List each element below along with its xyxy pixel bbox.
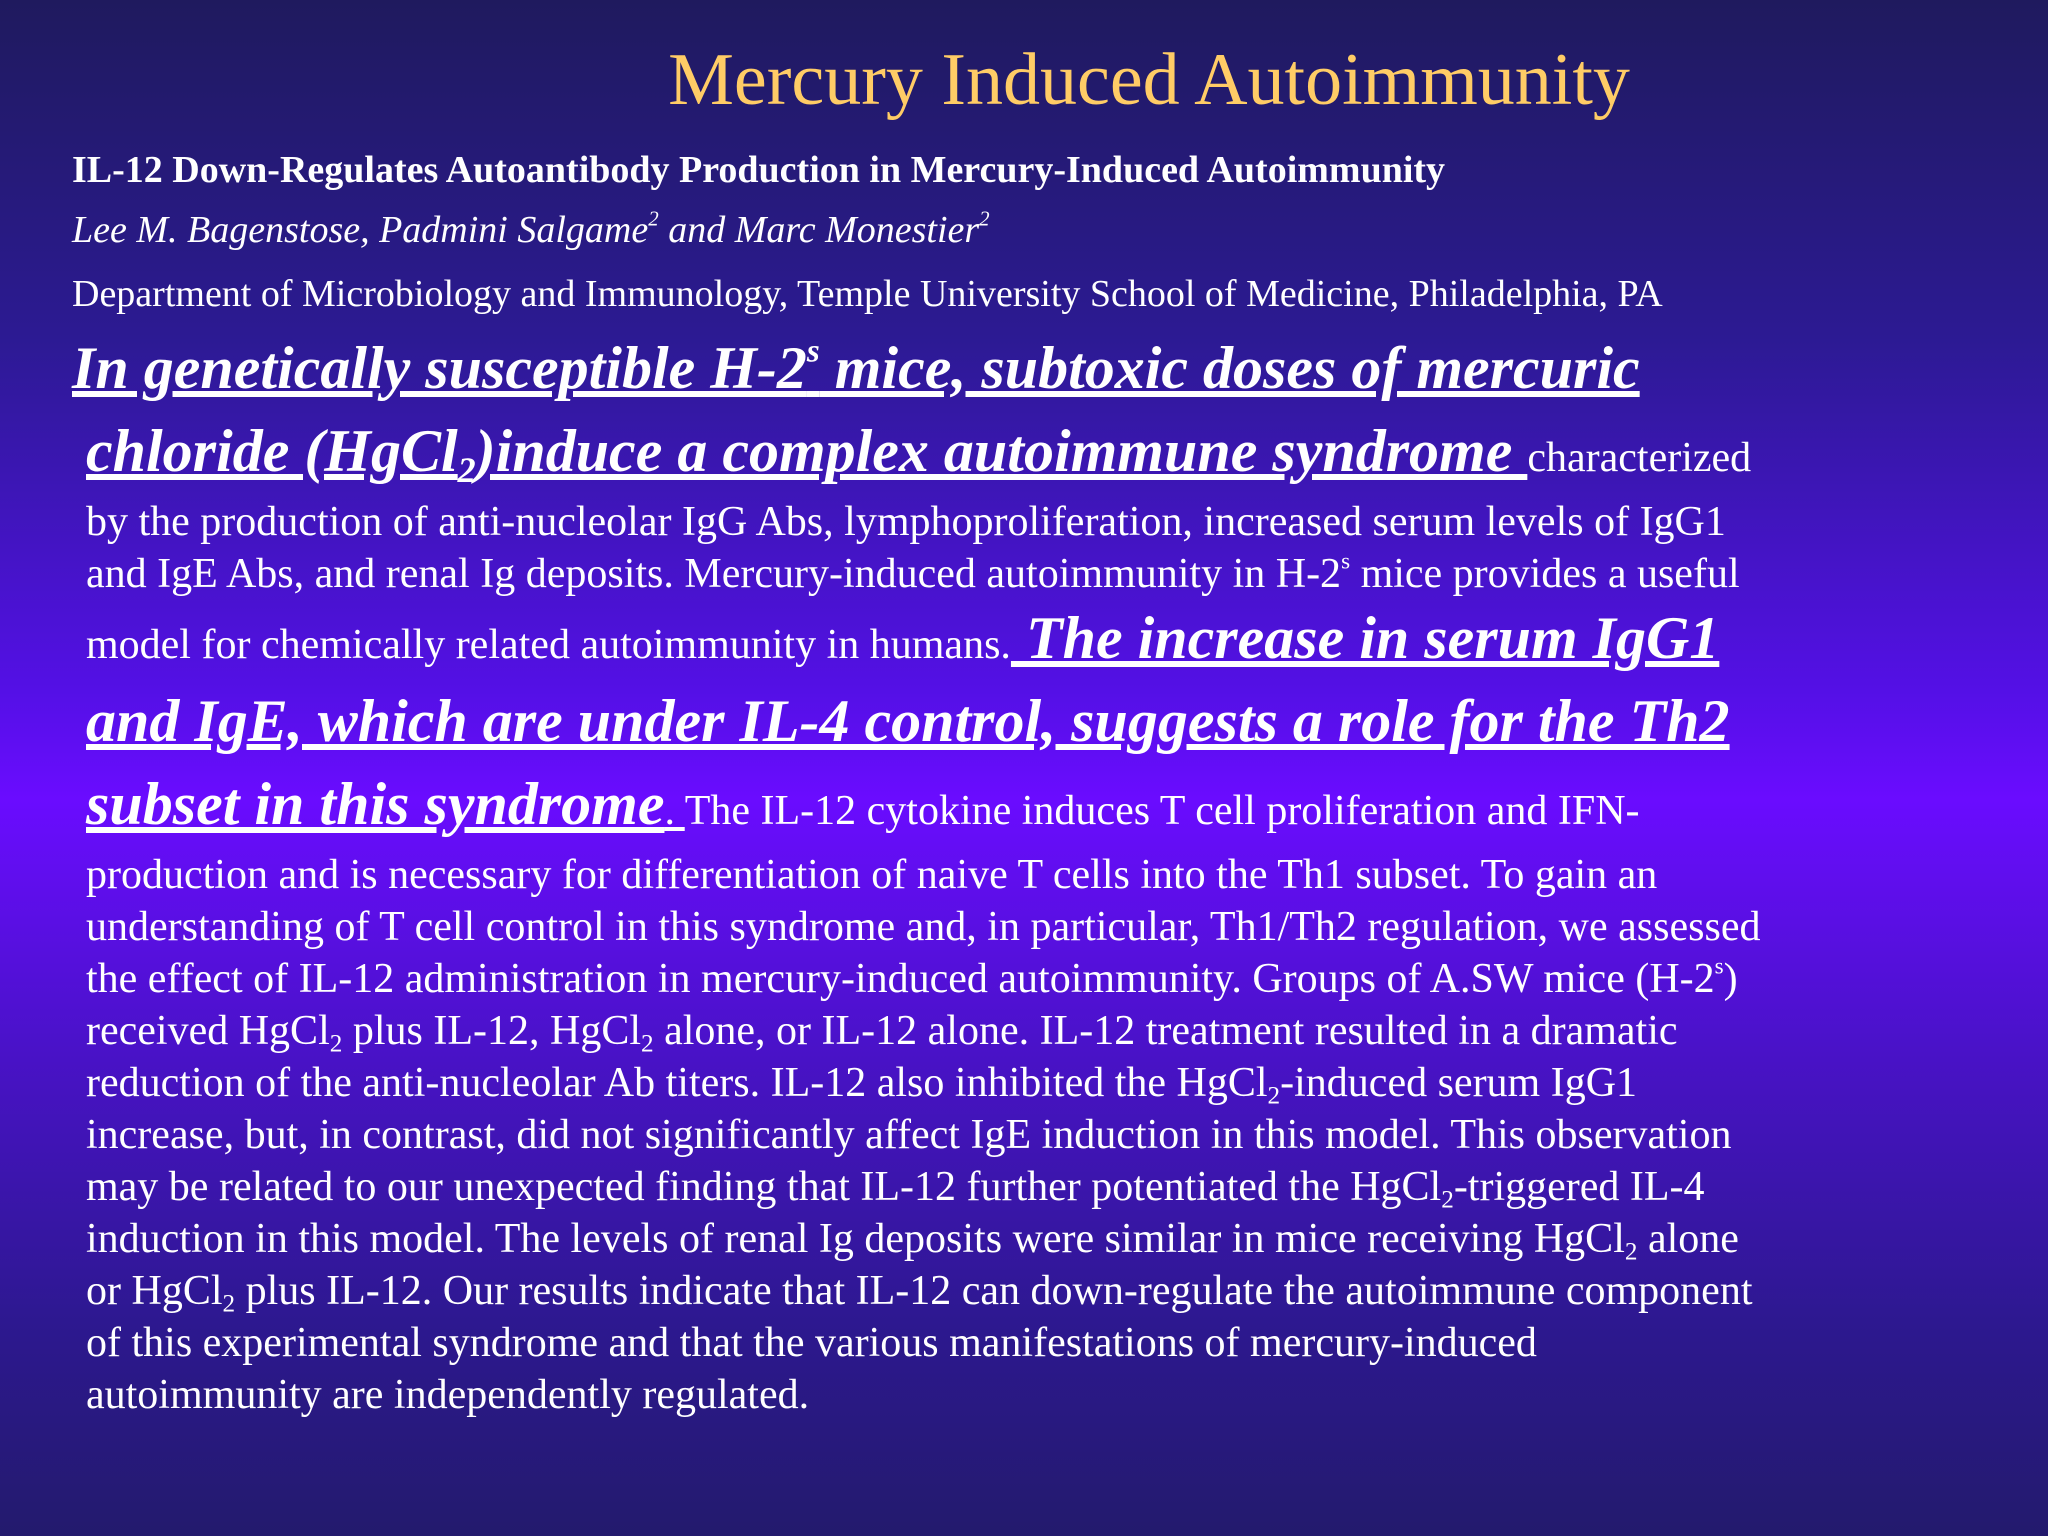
abstract-line-6: [72, 683, 2022, 766]
abstract-line-16: [72, 1265, 2022, 1317]
abstract-line-5: [72, 600, 2022, 683]
abstract-sub-12: 2: [1267, 1082, 1281, 1110]
abstract-emphasis-7a: subset in this syndrome: [86, 771, 665, 837]
abstract-line-10: [72, 953, 2022, 1005]
abstract-sub-2: 2: [457, 449, 476, 490]
abstract-text-10b: ): [1723, 956, 1738, 1002]
authors-part-1: Lee M. Bagenstose, Padmini Salgame: [72, 209, 649, 251]
abstract-sub-15: 2: [1624, 1238, 1638, 1266]
abstract-text-11c: alone, or IL-12 alone. IL-12 treatment resulted in a dramatic: [653, 1008, 1678, 1054]
paper-title: IL-12 Down-Regulates Autoantibody Production in Mercury-Induced Autoimmunity: [72, 149, 1446, 191]
abstract-sub-11b: 2: [641, 1030, 654, 1058]
abstract-text-4b: mice provides a useful: [1350, 551, 1740, 597]
abstract-text-14a: may be related to our unexpected finding that IL-12 further potentiated the HgCl: [86, 1164, 1442, 1210]
abstract-sup-10: s: [1714, 952, 1724, 979]
abstract-line-14: [72, 1161, 2022, 1213]
abstract-line-8: production and is necessary for differentiation of naive T cells into the Th1 subset. To gain an: [86, 852, 1658, 898]
paper-affiliation: Department of Microbiology and Immunology, Temple University School of Medicine, Philadelphia, PA: [72, 273, 1663, 315]
authors-part-2: and Marc Monestier: [658, 209, 980, 251]
abstract-emphasis-2b: )induce a complex autoimmune syndrome: [475, 418, 1528, 484]
abstract-line-18: autoimmunity are independently regulated.: [86, 1372, 810, 1418]
abstract-line-3: by the production of anti-nucleolar IgG Abs, lymphoproliferation, increased serum levels of IgG1: [86, 499, 1726, 545]
abstract-line-15: [72, 1213, 2022, 1265]
abstract-sub-14: 2: [1441, 1186, 1454, 1214]
authors-affil-1: 2: [648, 206, 659, 231]
abstract-emphasis-6: and IgE, which are under IL-4 control, suggests a role for the Th2: [86, 688, 1730, 754]
abstract-text-16a: or HgCl: [86, 1268, 223, 1314]
abstract-text-11a: received HgCl: [86, 1008, 330, 1054]
abstract-emphasis-2a: chloride (HgCl: [86, 418, 458, 484]
abstract-text-7c: The IL-12 cytokine induces T cell proliferation and IFN-: [684, 788, 1640, 834]
abstract-text-7b: .: [664, 788, 685, 834]
abstract-text-14b: -triggered IL-4: [1453, 1164, 1705, 1210]
abstract-line-2: [72, 413, 2022, 496]
abstract-text-12a: reduction of the anti-nucleolar Ab titers. IL-12 also inhibited the HgCl: [86, 1060, 1268, 1106]
abstract-text-10a: the effect of IL-12 administration in mercury-induced autoimmunity. Groups of A.SW mice (H-2: [86, 956, 1715, 1002]
abstract-emphasis-5b: The increase in serum IgG1: [1010, 605, 1720, 671]
abstract-line-7: [72, 766, 2022, 849]
authors-affil-2: 2: [979, 206, 990, 231]
slide-title: Mercury Induced Autoimmunity: [668, 39, 1630, 121]
paper-authors: [72, 208, 990, 252]
abstract-sup-1: s: [806, 333, 820, 370]
abstract-text-11b: plus IL-12, HgCl: [342, 1008, 641, 1054]
abstract-line-11: [72, 1005, 2022, 1057]
abstract-line-1: [72, 330, 2022, 413]
abstract-emphasis-1b: mice, subtoxic doses of mercuric: [819, 335, 1640, 401]
abstract-line-12: [72, 1057, 2022, 1109]
abstract-text-2c: characterized: [1527, 435, 1752, 481]
abstract-text-4a: and IgE Abs, and renal Ig deposits. Mercury-induced autoimmunity in H-2: [86, 551, 1342, 597]
abstract-line-4: [72, 548, 2022, 600]
abstract-text-15b: alone: [1637, 1216, 1739, 1262]
abstract-sub-11a: 2: [329, 1030, 343, 1058]
abstract-text-5a: model for chemically related autoimmunity in humans.: [86, 622, 1011, 668]
abstract-sup-4: s: [1341, 547, 1351, 574]
abstract-emphasis-1a: In genetically susceptible H-2: [72, 335, 807, 401]
abstract-text-12b: -induced serum IgG1: [1280, 1060, 1638, 1106]
abstract-line-9: understanding of T cell control in this syndrome and, in particular, Th1/Th2 regulation, we assessed: [86, 904, 1761, 950]
abstract-text-15a: induction in this model. The levels of renal Ig deposits were similar in mice receiving HgCl: [86, 1216, 1625, 1262]
abstract-body: [72, 330, 2022, 1421]
abstract-line-17: of this experimental syndrome and that the various manifestations of mercury-induced: [86, 1320, 1537, 1366]
abstract-line-13: increase, but, in contrast, did not significantly affect IgE induction in this model. This observation: [86, 1112, 1732, 1158]
abstract-sub-16: 2: [222, 1290, 236, 1318]
abstract-text-16b: plus IL-12. Our results indicate that IL-12 can down-regulate the autoimmune component: [235, 1268, 1753, 1314]
